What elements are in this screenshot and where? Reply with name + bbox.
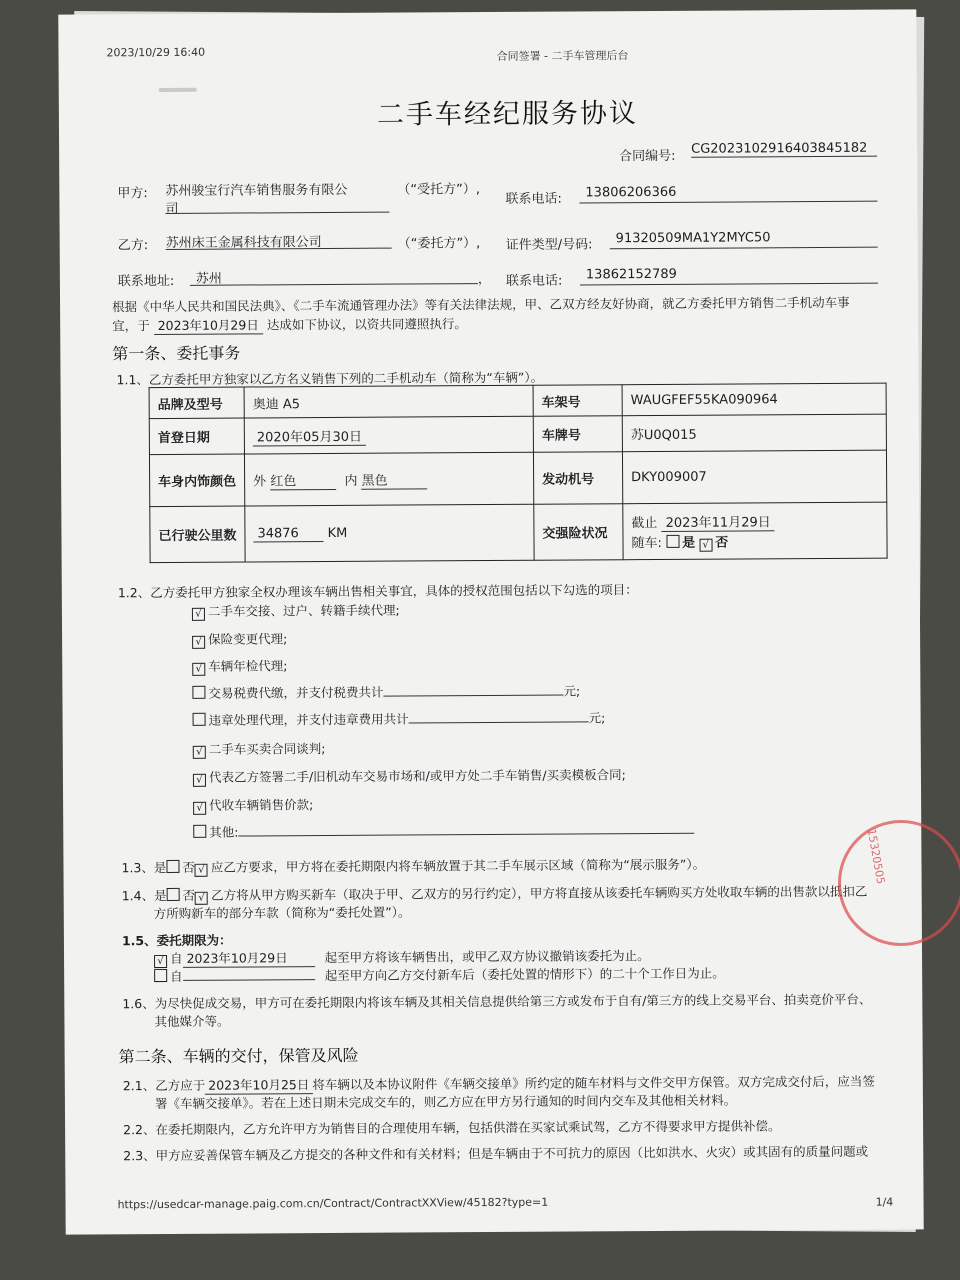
mileage-value: 34876 bbox=[253, 526, 323, 542]
stamp-text: 15320505 bbox=[864, 827, 888, 886]
checkbox-unchecked-icon bbox=[193, 825, 206, 838]
clause-2-2: 2.2、在委托期限内，乙方允许甲方为销售目的合理使用车辆，包括供潜在买家试乘试驾，乙方不得要求甲方提供补偿。 bbox=[123, 1118, 781, 1138]
engine-value: DKY009007 bbox=[622, 450, 886, 504]
clause-1-5-a-text: 起至甲方将该车辆售出，或甲乙双方协议撤销该委托为止。 bbox=[324, 948, 650, 966]
checkbox-unchecked-icon bbox=[167, 888, 180, 901]
staple-mark bbox=[159, 88, 197, 92]
clause-1-4-text: 乙方将从甲方购买新车（取决于甲、乙双方的另行约定），甲方将直接从该委托车辆购买方处收取车辆的出售款以抵扣乙 bbox=[211, 883, 868, 903]
checkbox-checked-icon: √ bbox=[192, 663, 205, 676]
page-title: 二手车经纪服务协议 bbox=[376, 98, 638, 131]
red-seal-stamp bbox=[838, 820, 960, 946]
vin-value: WAUGFEF55KA090964 bbox=[622, 383, 886, 416]
term-start-date: 2023年10月29日 bbox=[183, 948, 315, 968]
party-b-id-label: 证件类型/号码: bbox=[505, 237, 593, 253]
clause-1-2: 1.2、乙方委托甲方独家全权办理该车辆出售相关事宜，具体的授权范围包括以下勾选的项目： bbox=[117, 582, 638, 601]
checkbox-unchecked-icon bbox=[666, 534, 679, 547]
checkbox-unchecked-icon bbox=[166, 860, 179, 873]
clause-1-4-pre: 1.4、是 bbox=[121, 887, 167, 904]
clause-1-4 bbox=[122, 882, 868, 906]
interior-prefix: 内 bbox=[344, 473, 358, 489]
option-4-suffix: 元; bbox=[563, 683, 581, 699]
reg-date-label: 首登日期 bbox=[149, 418, 244, 455]
party-b-role: （“委托方”）, bbox=[397, 236, 481, 252]
option-6-text: 二手车买卖合同谈判; bbox=[208, 741, 326, 757]
checkbox-checked-icon: √ bbox=[193, 802, 206, 815]
exterior-color: 红色 bbox=[270, 469, 336, 489]
party-b-id-value: 91320509MA1Y2MYC50 bbox=[615, 230, 771, 247]
color-cell bbox=[244, 452, 533, 506]
checkbox-checked-icon: √ bbox=[195, 892, 208, 905]
option-1 bbox=[192, 601, 400, 621]
delivery-date: 2023年10月25日 bbox=[205, 1075, 312, 1095]
mileage-unit: KM bbox=[327, 525, 348, 541]
intro-date: 2023年10月29日 bbox=[154, 315, 263, 335]
checkbox-checked-icon: √ bbox=[154, 955, 167, 968]
section1-title: 第一条、委托事务 bbox=[112, 343, 241, 364]
option-5 bbox=[193, 708, 606, 729]
party-b-address-underline bbox=[190, 283, 478, 286]
checkbox-unchecked-icon bbox=[154, 969, 167, 982]
clause-1-6-line2: 其他媒介等。 bbox=[154, 1013, 230, 1030]
mileage-cell bbox=[245, 504, 534, 562]
checkbox-checked-icon: √ bbox=[699, 538, 712, 551]
term-start-blank bbox=[183, 966, 315, 981]
option-5-suffix: 元; bbox=[588, 710, 606, 726]
party-b-id-underline bbox=[610, 247, 878, 250]
party-b-phone-label: 联系电话: bbox=[505, 273, 563, 289]
party-a-role: （“受托方”）, bbox=[397, 182, 481, 198]
party-a-name-line2: 司 bbox=[165, 201, 179, 217]
clause-1-3-mid: 否 bbox=[182, 859, 195, 875]
insurance-prefix: 截止 bbox=[631, 515, 658, 531]
party-a-label: 甲方: bbox=[117, 186, 148, 202]
interior-color: 黑色 bbox=[362, 469, 428, 489]
checkbox-checked-icon: √ bbox=[192, 608, 205, 621]
party-b-name: 苏州床王金属科技有限公司 bbox=[165, 235, 322, 251]
footer-url: https://usedcar-manage.paig.com.cn/Contract/ContractXXView/45182?type=1 bbox=[117, 1195, 549, 1212]
insurance-label: 交强险状况 bbox=[534, 504, 623, 561]
option-2-text: 保险变更代理; bbox=[208, 631, 288, 647]
insurance-expiry-line bbox=[631, 510, 878, 532]
checkbox-unchecked-icon bbox=[193, 713, 206, 726]
plate-value: 苏U0Q015 bbox=[622, 414, 886, 452]
plate-label: 车牌号 bbox=[533, 416, 622, 453]
engine-label: 发动机号 bbox=[533, 452, 622, 505]
party-b-phone-underline bbox=[580, 283, 878, 286]
party-a-phone-underline bbox=[579, 201, 877, 204]
party-b-address: 苏州 bbox=[195, 271, 222, 287]
clause-1-5-b bbox=[154, 964, 725, 985]
tax-amount-blank bbox=[383, 682, 563, 697]
option-5-text: 违章处理代理，并支付违章费用共计 bbox=[208, 711, 409, 728]
print-datetime: 2023/10/29 16:40 bbox=[106, 45, 206, 60]
clause-2-1-line2: 署《车辆交接单》。若在上述日期未完成交车的，则乙方应在甲方另行通知的时间内交车及其他相关材料。 bbox=[154, 1092, 737, 1112]
brand-value: 奥迪 A5 bbox=[244, 385, 533, 418]
checkbox-checked-icon: √ bbox=[193, 746, 206, 759]
clause-1-3-text: 应乙方要求，甲方将在委托期限内将车辆放置于其二手车展示区域（简称为“展示服务”）。 bbox=[210, 856, 706, 875]
color-label: 车身内饰颜色 bbox=[149, 454, 244, 507]
vehicle-table bbox=[149, 383, 888, 564]
option-3 bbox=[192, 656, 287, 676]
clause-1-3-pre: 1.3、是 bbox=[121, 859, 167, 876]
option-8 bbox=[193, 795, 313, 815]
option-7 bbox=[193, 765, 626, 787]
checkbox-unchecked-icon bbox=[192, 686, 205, 699]
insurance-yes: 是 bbox=[682, 535, 696, 551]
violation-amount-blank bbox=[409, 708, 589, 723]
insurance-with-label: 随车: bbox=[631, 535, 662, 551]
party-b-phone: 13862152789 bbox=[585, 266, 677, 283]
insurance-cell bbox=[623, 502, 887, 560]
reg-date-value: 2020年05月30日 bbox=[253, 425, 366, 446]
clause-1-5-a-pre: 自 bbox=[170, 950, 183, 966]
party-b-address-comma: ， bbox=[477, 271, 491, 288]
party-a-phone: 13806206366 bbox=[585, 184, 677, 201]
clause-2-1-pre: 2.1、乙方应于 bbox=[122, 1077, 206, 1094]
insurance-no: 否 bbox=[715, 535, 729, 551]
option-1-text: 二手车交接、过户、转籍手续代理; bbox=[207, 602, 400, 619]
checkbox-checked-icon: √ bbox=[193, 774, 206, 787]
intro-line2-pre: 宜，于 bbox=[112, 318, 150, 334]
other-blank bbox=[238, 820, 694, 837]
contract-no-label: 合同编号: bbox=[619, 148, 676, 165]
clause-2-1-text: 将车辆以及本协议附件《车辆交接单》所约定的随车材料与文件交甲方保管。双方完成交付后，应当签 bbox=[312, 1073, 875, 1093]
party-a-name-underline bbox=[165, 212, 389, 214]
brand-label: 品牌及型号 bbox=[149, 387, 244, 419]
contract-no-value: CG2023102916403845182 bbox=[691, 141, 877, 158]
option-6 bbox=[193, 739, 326, 759]
clause-1-6-line1: 1.6、为尽快促成交易，甲方可在委托期限内将该车辆及其相关信息提供给第三方或发布于自有/第三方的线上交易平台、拍卖竞价平台、 bbox=[122, 991, 872, 1012]
option-8-text: 代收车辆销售价款; bbox=[209, 797, 314, 813]
checkbox-checked-icon: √ bbox=[192, 636, 205, 649]
clause-1-3 bbox=[121, 855, 705, 878]
intro-line2 bbox=[112, 314, 467, 335]
party-a-phone-label: 联系电话: bbox=[505, 191, 562, 207]
option-4-text: 交易税费代缴，并支付税费共计 bbox=[208, 684, 384, 701]
clause-1-1: 1.1、乙方委托甲方独家以乙方名义销售下列的二手机动车（简称为“车辆”）。 bbox=[116, 369, 544, 388]
print-system-title: 合同签署 - 二手车管理后台 bbox=[496, 49, 629, 63]
exterior-prefix: 外 bbox=[253, 473, 267, 489]
party-a-name-line1: 苏州骏宝行汽车销售服务有限公 bbox=[165, 182, 348, 199]
vin-label: 车架号 bbox=[533, 385, 622, 417]
option-9-text: 其他: bbox=[209, 824, 239, 840]
option-2 bbox=[192, 629, 287, 649]
party-b-address-label: 联系地址: bbox=[117, 273, 175, 290]
insurance-date: 2023年11月29日 bbox=[661, 511, 774, 532]
party-b-label: 乙方: bbox=[117, 238, 149, 254]
reg-date-cell bbox=[244, 416, 533, 454]
clause-1-5-b-pre: 自 bbox=[170, 968, 183, 984]
option-3-text: 车辆年检代理; bbox=[208, 658, 288, 674]
footer-page-number: 1/4 bbox=[875, 1195, 894, 1209]
clause-1-5-b-text: 起至甲方向乙方交付新车后（委托处置的情形下）的二十个工作日为止。 bbox=[324, 965, 725, 984]
intro-line2-post: 达成如下协议，以资共同遵照执行。 bbox=[266, 316, 467, 333]
option-4 bbox=[192, 681, 580, 701]
option-9 bbox=[193, 820, 694, 841]
clause-1-5: 1.5、委托期限为： bbox=[121, 932, 232, 949]
option-7-text: 代表乙方签署二手/旧机动车交易市场和/或甲方处二手车销售/买卖模板合同; bbox=[208, 767, 626, 785]
clause-2-3: 2.3、甲方应妥善保管车辆及乙方提交的各种文件和有关材料；但是车辆由于不可抗力的原因（比如洪水、火灾）或其固有的质量问题或 bbox=[123, 1143, 869, 1164]
contract-page bbox=[58, 9, 923, 1234]
intro-line1: 根据《中华人民共和国民法典》、《二手车流通管理办法》等有关法律法规，甲、乙双方经友好协商，就乙方委托甲方销售二手机动车事 bbox=[112, 294, 850, 315]
section2-title: 第二条、车辆的交付，保管及风险 bbox=[118, 1045, 359, 1067]
clause-1-4-mid: 否 bbox=[182, 887, 196, 903]
clause-1-4-line2: 方所购新车的部分车款（简称为“委托处置”）。 bbox=[153, 904, 411, 922]
insurance-with-line bbox=[631, 530, 878, 552]
checkbox-checked-icon: √ bbox=[195, 864, 208, 877]
mileage-label: 已行驶公里数 bbox=[150, 506, 245, 563]
